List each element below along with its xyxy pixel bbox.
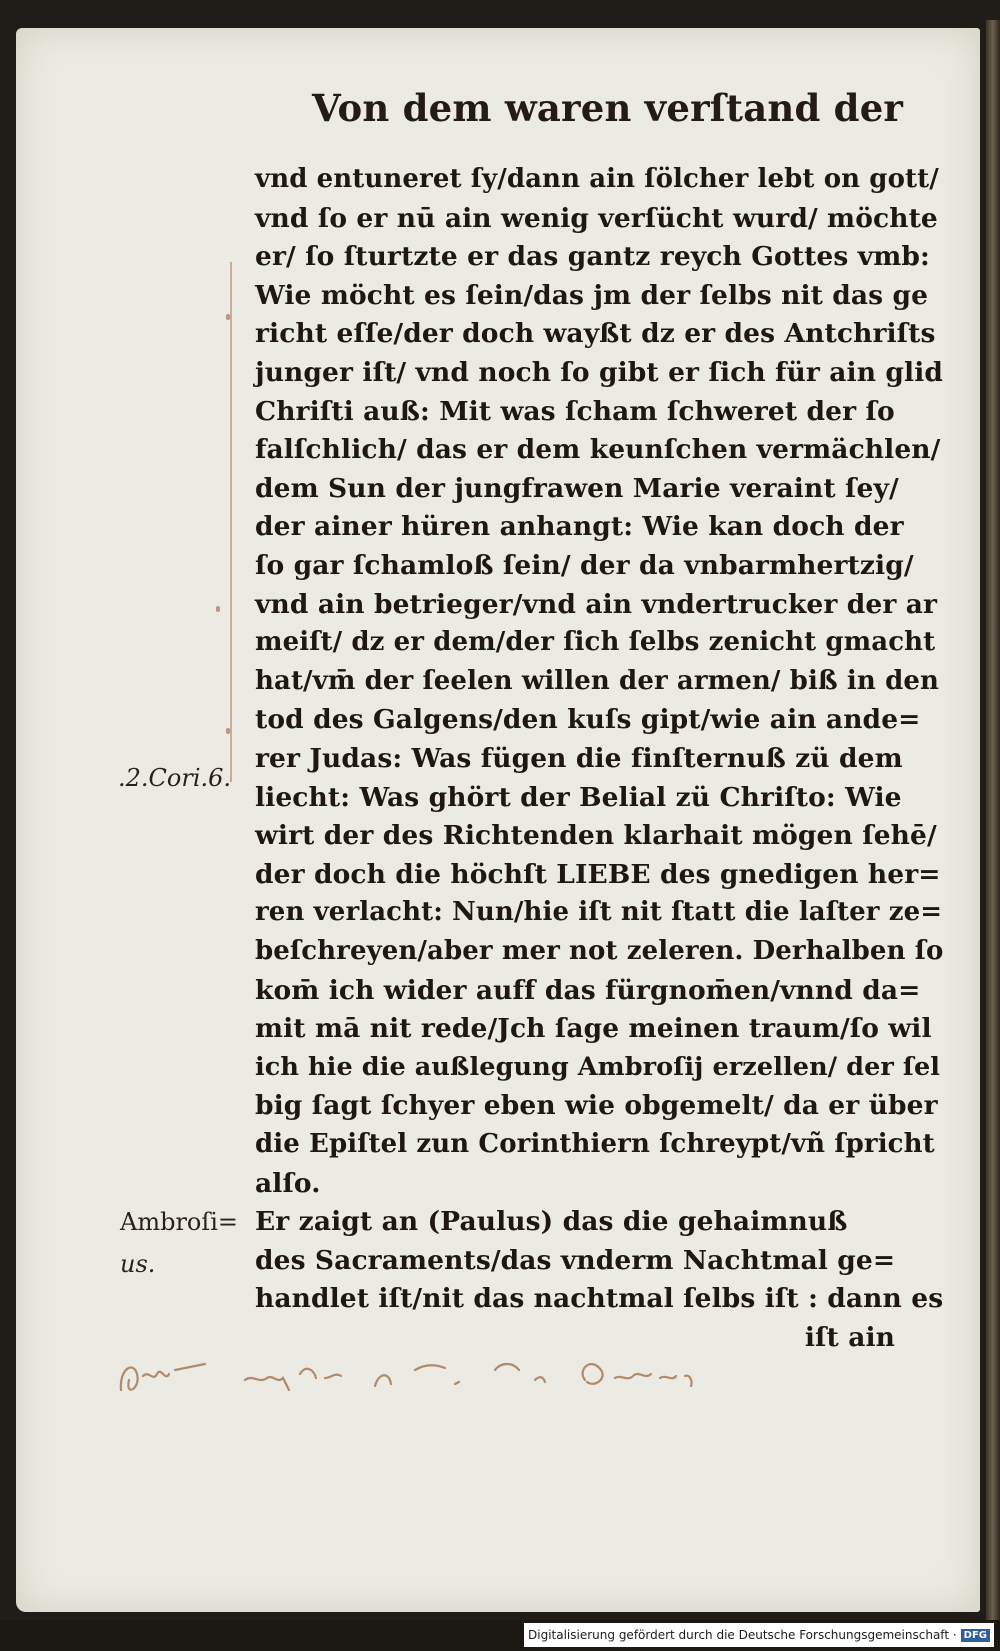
digitization-footer	[524, 1623, 994, 1647]
text-line: liecht: Was ghört der Belial zü Chriſto: Wie	[255, 781, 902, 813]
text-line: der ainer hüren anhangt: Wie kan doch der	[255, 511, 904, 543]
text-line: beſchreyen/aber mer not zeleren. Derhalben ſo	[255, 936, 944, 966]
text-line: richt eſſe/der doch wayßt dz er des Antchriſts	[255, 318, 936, 350]
marginal-reference-corinthians: .2.Cori.6.	[118, 764, 232, 792]
marginal-reference-ambrosius: Ambroſi=	[120, 1208, 239, 1236]
text-line: des Sacraments/das vnderm Nachtmal ge=	[255, 1244, 896, 1276]
margin-bracket-annotation	[230, 262, 240, 782]
footer-text: Digitalisierung gefördert durch die Deutsche Forschungsgemeinschaft ·	[528, 1628, 957, 1642]
text-line: mit mā nit rede/Jch ſage meinen traum/ſo wil	[255, 1013, 932, 1045]
text-line: alſo.	[255, 1167, 321, 1199]
text-line: handlet iſt/nit das nachtmal ſelbs iſt : dann es	[255, 1283, 944, 1315]
text-line: meiſt/ dz er dem/der ſich ſelbs zenicht gmacht	[255, 627, 936, 658]
text-line: der doch die höchſt LIEBE des gnedigen her=	[255, 858, 941, 890]
text-line: ſo gar ſchamloß ſein/ der da vnbarmhertzig/	[255, 550, 914, 581]
text-line: vnd ſo er nū ain wenig verſücht wurd/ möchte	[255, 202, 938, 234]
text-line: die Epiſtel zun Corinthiern ſchreypt/vñ ſpricht	[255, 1129, 935, 1159]
running-head: Von dem waren verſtand der	[312, 86, 904, 130]
margin-mark	[216, 606, 220, 612]
text-line: dem Sun der jungfrawen Marie veraint ſey/	[255, 472, 899, 504]
text-line: kom̄ ich wider auff das fürgnom̄en/vnnd da=	[255, 974, 921, 1006]
text-line: ich hie die außlegung Ambroſij erzellen/ der ſel	[255, 1051, 941, 1082]
text-line: wirt der des Richtenden klarhait mögen ſehē/	[255, 820, 937, 852]
text-line: Er zaigt an (Paulus) das die gehaimnuß	[255, 1206, 848, 1238]
text-line: Chriſti auß: Mit was ſcham ſchweret der ſo	[255, 395, 895, 427]
text-line: tod des Galgens/den kuſs gipt/wie ain ande=	[255, 704, 921, 736]
margin-mark	[226, 314, 230, 320]
text-line: Wie möcht es ſein/das jm der ſelbs nit das ge	[255, 279, 929, 311]
book-edge	[986, 20, 1000, 1620]
marginal-reference-ambrosius-cont: us.	[120, 1250, 156, 1278]
dfg-logo: DFG	[961, 1629, 990, 1642]
text-line: ren verlacht: Nun/hie iſt nit ſtatt die laſter ze=	[255, 897, 943, 928]
text-line: vnd entuneret ſy/dann ain ſölcher lebt on gott/	[255, 164, 939, 194]
margin-mark	[226, 728, 230, 734]
text-line: falſchlich/ das er dem keunſchen vermächlen/	[255, 434, 941, 466]
text-line: big ſagt ſchyer eben wie obgemelt/ da er über	[255, 1090, 938, 1122]
text-line: er/ ſo ſturtzte er das gantz reych Gottes vmb:	[255, 241, 930, 273]
text-line: vnd ain betrieger/vnd ain vndertrucker der ar	[255, 588, 938, 620]
catchword: iſt ain	[804, 1322, 895, 1353]
handwritten-annotation	[115, 1340, 735, 1410]
text-line: junger iſt/ vnd noch ſo gibt er ſich für ain glid	[255, 357, 944, 388]
text-line: hat/vm̄ der ſeelen willen der armen/ biß in den	[255, 665, 939, 696]
text-line: rer Judas: Was fügen die finſternuß zü dem	[255, 743, 903, 774]
